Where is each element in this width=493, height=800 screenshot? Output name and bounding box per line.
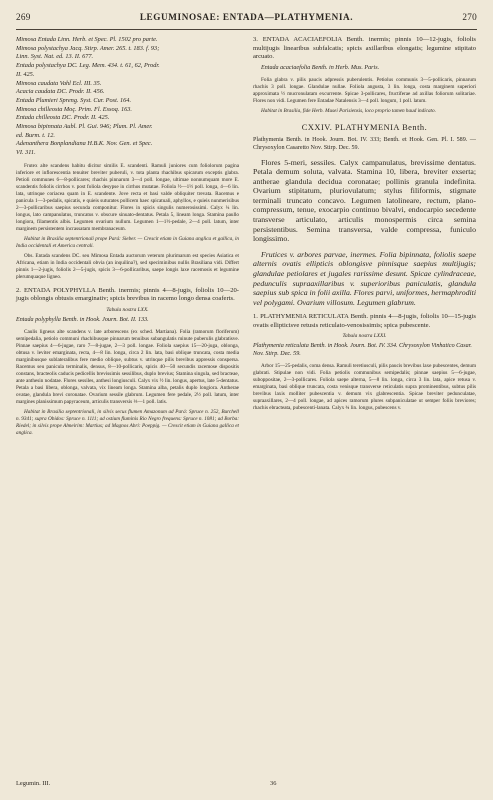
description-paragraph: Caulis ligneus alte scandens v. late arborescens (ex sched. Martiana). Folia (ramorum floriferum) semipedalia, petiolo communi rhachibusque pinnarum tenuibus subangulatis minute puberulis glabratisve. Pinnae saepius 4—6-jugae, raro 7—8-jugae, 2—3 poll. longae. Foliola saepius 15—20-juga, oblonga, obtusa v. leviter emarginata, recta, 4—8 lin. longa, circa 2 lin. lata, basi oblique truncata, costa media marginibusque sublateralibus fere medio oblique, subtus v. utrinque pilis brevibus appressis conspersa. Racemus seu panicula terminalis, densus, 8—10-pollicaris, spicis 40—50 secundis racemose dispositis constans, bracteolis caducis pedicellis brevissimis sessilibus, duplo brevius; Stamina singula, sed bracteae, ante anthesin nodatae. Flores sessiles, anthesi longiusculi. Calyx vix ½ lin. longus, apertus, late 5-dentatus. Petala a basi libera, oblonga, valvata, vix lineam longa. Stamina alba, petalis duplo longiora. Antherae ovatae, glandula brevi coronatae. Ovarium sessile glabrum. Legumen fere pedale, 2½ poll. latum, inter margines planissimum papyraceum, articulis transversis ⅓—1 poll. latis.	[16, 328, 239, 405]
header-rule	[16, 29, 477, 30]
synonym-line: Adenanthera Bonplandiana H.B.K. Nov. Gen. et Spec.	[16, 140, 153, 148]
species-reference: Plathymenia reticulata Benth. in Hook. Journ. Bot. IV. 334. Chrysoxylon Vinhatico Casar. Nov. Stirp. Dec. 59.	[253, 343, 472, 358]
synonym-line: II. 425.	[16, 70, 35, 78]
synonym-line: Mimosa chilleosta Moç. Prim. Fl. Essoq. 163.	[16, 105, 132, 113]
plate-reference: Tabula nostra LXX.	[106, 306, 149, 313]
sheet-number: 36	[270, 780, 277, 787]
habitat-note: Habitat in Brasilia septentrionali prope Pará: Sieber. — Crescit etiam in Guiana anglica et gallica, in India occidentali et America centrali.	[16, 235, 239, 249]
description-paragraph: Arbor 15—25-pedalis, coma densa. Ramuli teretiusculi, pilis paucis brevibus laxe pubescentes, demum glabrati. Stipulae non vidi. Folia petiolis communibus semipedalis; pinnae saepius 5—6-jugae, suboppositae, 2—3-pollicares. Foliola saepe alterna, 5—8 lin. longa, circa 3 lin. lata, apice retusa v. emarginata, basi oblique truncata, costa venisque transverse reticulatis supra prominentibus, subtus pilis brevibus laxis molliter pubescentia v. demum vix glabrescentia. Spicae breviter pedunculatae, supraaxillares, 2—4 poll. longae, ad apices ramorum plures subpaniculatae ut semper foliis breviores; rhachis ebracteata, pubescenti-lanata. Calyx ¾ lin. longus, pubescens v.	[253, 363, 476, 412]
genus-habit: Frutices v. arbores parvae, inermes. Folia bipinnata, foliolis saepe alternis ovatis ellipticis oblongisve pinnisque saepius multijugis; glandulae petiolares et jugales rarissime desunt. Spicae cylindraceae, pedunculis supraaxillaribus v. superioribus paniculatis, glandula saepius sub spica in folii axilla. Flores parvi, uniformes, hermaphroditi vel polygami. Ovarium villosum. Legumen glabrum.	[253, 249, 476, 307]
species-reference: Entada acaciaefolia Benth. in Herb. Mus. Paris.	[261, 64, 380, 71]
synonym-line: ed. Burm. t. 12.	[16, 131, 56, 139]
running-title: LEGUMINOSAE: ENTADA—PLATHYMENIA.	[139, 12, 354, 22]
right-column	[253, 36, 476, 437]
running-header	[16, 12, 477, 26]
plate-reference: Tabula nostra LXXI.	[342, 333, 387, 340]
synonym-line: Entada polystachya DC. Leg. Mem. 434. t. 61, 62, Prodr.	[16, 62, 160, 70]
description-paragraph: Frutex alte scandens habitu dicitur similis E. scandenti. Ramuli juniores cum foliolorum pagina inferiore et inflorescentia tenuiter breviter puberuli, v. tota planta rhachibus spicarum exceptis glabra. Petioli communes 6—8-pollicares; rhachis pinnarum 3—4 poll. longae, ultimae nonnumquam more E. scandentis foliolis cirrhos v. post foliola desypse in cirrhos mutatae. Foliola ½—1½ poll. longa, 4—6 lin. lata, utrinque coriacea quam in E. scandente. Jove recta et basi valde obliquiter trevata. Racemus e panicula 1—3-pedalis, spicatis, e quieis suturates pollicem haec spicatuali, aphyllos, e quieis nunmerisibus 2—3-pollicaribus saepius secunda componitur. Flores in spicis singulis numerosissimi. Calyx ¼ lin. longus, lato campanulatus, truncatus v. obscure sinuato-dentatus. Petala 5, lineam longa. Stamina paullo longiora, filamentis albis. Legumen ovarium nullum. Legumen 1—1½-pedale, 2—4 poll. latum, inter marginem persistentem incrassatam membranaceum.	[16, 162, 239, 232]
habitat-note: Habitat in Brasilia septentrionali, in silvis secus flumen Amazonum ad Pará: Spruce n. 252, Burchell n. 9341; supra Obidos: Spruce n. 1111; ad ostium fluminis Rio Negro frequens: Spruce n. 1081; ad Borba: Riedel; in silvis prope Almeirim: Martius; ad Magnos Abri: Poeppig. — Crescit etiam in Guiana gallica et anglica.	[16, 408, 239, 436]
synonym-line: Acacia caudata DC. Prodr. II. 456.	[16, 88, 105, 96]
species-heading: 1. PLATHYMENIA RETICULATA Benth. pinnis 4—8-jugis, foliolis 10—15-jugis ovatis ellipticisve retusis reticulato-venosissimis; spica pubescente.	[253, 313, 476, 329]
synonym-line: Entada Plumieri Spreng. Syst. Cur. Post. 164.	[16, 96, 132, 104]
synonym-line: Linn. Syst. Nat. ed. 13. II. 677.	[16, 53, 94, 61]
synonym-line: VI. 311.	[16, 149, 36, 157]
species-heading: 2. ENTADA POLYPHYLLA Benth. inermis; pinnis 4—8-jugis, foliolis 10—20-jugis oblongis obtusis emarginativ; spicis brevibus in racemo longo densa coaferts.	[16, 286, 239, 303]
synonym-line: Mimosa caudata Vahl Ecl. III. 35.	[16, 79, 102, 87]
description-paragraph: Folia glabra v. pilis paucis adpressis puberulentis. Petiolus communis 3—5-pollicaris, pinnarum rhachis 3 poll. longae. Glandulae nullae. Foliola angusta, 3 lin. longa, costa marginem superiori approximata ½ mucronulatam excurrente. Spicae 3-pollicares, fructiferae ad axillas foliorum solitariae. Flores non vidi. Legumen fere Entadae Natalensis 3—4 poll. longum, 1 poll. latum.	[253, 76, 476, 104]
genus-heading: CXXIV. PLATHYMENIA Benth.	[301, 122, 428, 132]
habitat-note: Habitat in Brasilia, fide Herb. Musei Parisiensis, loco proprio tamen haud indicato.	[261, 107, 436, 114]
page-footer	[16, 780, 477, 790]
synonym-line: Mimosa Entada Linn. Herb. et Spec. Pl. 1502 pro parte.	[16, 36, 158, 43]
text-columns	[16, 36, 477, 437]
left-page-number: 269	[16, 12, 31, 22]
synonym-line: Entada chilleosta DC. Prodr. II. 425.	[16, 114, 110, 122]
signature-mark: Legumin. III.	[16, 780, 51, 787]
synonym-list	[16, 36, 239, 158]
right-page-number: 270	[462, 12, 477, 22]
genus-description: Flores 5-meri, sessiles. Calyx campanulatus, brevissime dentatus. Petala demum soluta, valvata. Stamina 10, libera, breviter exserta; antherae glandula decidua coronatae; pollinis granula indefinita. Ovarium stipitatum, pluriovulatum; stylus filiformis, stigmate terminali truncato concavo. Legumen latolineare, rectum, plano-compressum, tenue, exocarpio continuo bivalvi, endocarpio secedente transverse articulato, articulis monospermis circa semina persistentibus. Semina transversa, valde compressa, funiculo longissimo.	[253, 157, 476, 244]
synonym-line: Mimosa polystachya Jacq. Stirp. Amer. 265. t. 183. f. 93;	[16, 44, 160, 52]
left-column	[16, 36, 239, 437]
observation-note: Obs. Entada scandens DC. seu Mimosa Entada auctorum veterum plurimarum est species Asiatica et Africana, etiam in India occidentali obvia (an inquilina?), sed speciminibus nullis Brasiliana vidi. Differt pinnis 1—2-jugis, foliolis 2—5-jugis, spicis 3—6-pollicaribus, saepe longis laxe racemosis et leguminе plerumquaque ligneo.	[16, 252, 239, 280]
genus-reference: Plathymenia Benth. in Hook. Journ. Bot. IV. 333; Benth. et Hook. Gen. Pl. I. 589. — Chrysoxylon Casaretto Nov. Stirp. Dec. 59.	[253, 136, 476, 151]
species-heading: 3. ENTADA ACACIAEFOLIA Benth. inermis; pinnis 10—12-jugis, foliolis multijugis linearibus subfalcatis; spicis axillaribus elongatis; legumine stipitato arcuato.	[253, 36, 476, 60]
species-reference: Entada polyphylla Benth. in Hook. Journ. Bot. II. 133.	[16, 316, 149, 323]
synonym-line: Mimosa bipinnata Aubl. Pl. Gui. 946; Plum. Pl. Amer.	[16, 123, 153, 131]
